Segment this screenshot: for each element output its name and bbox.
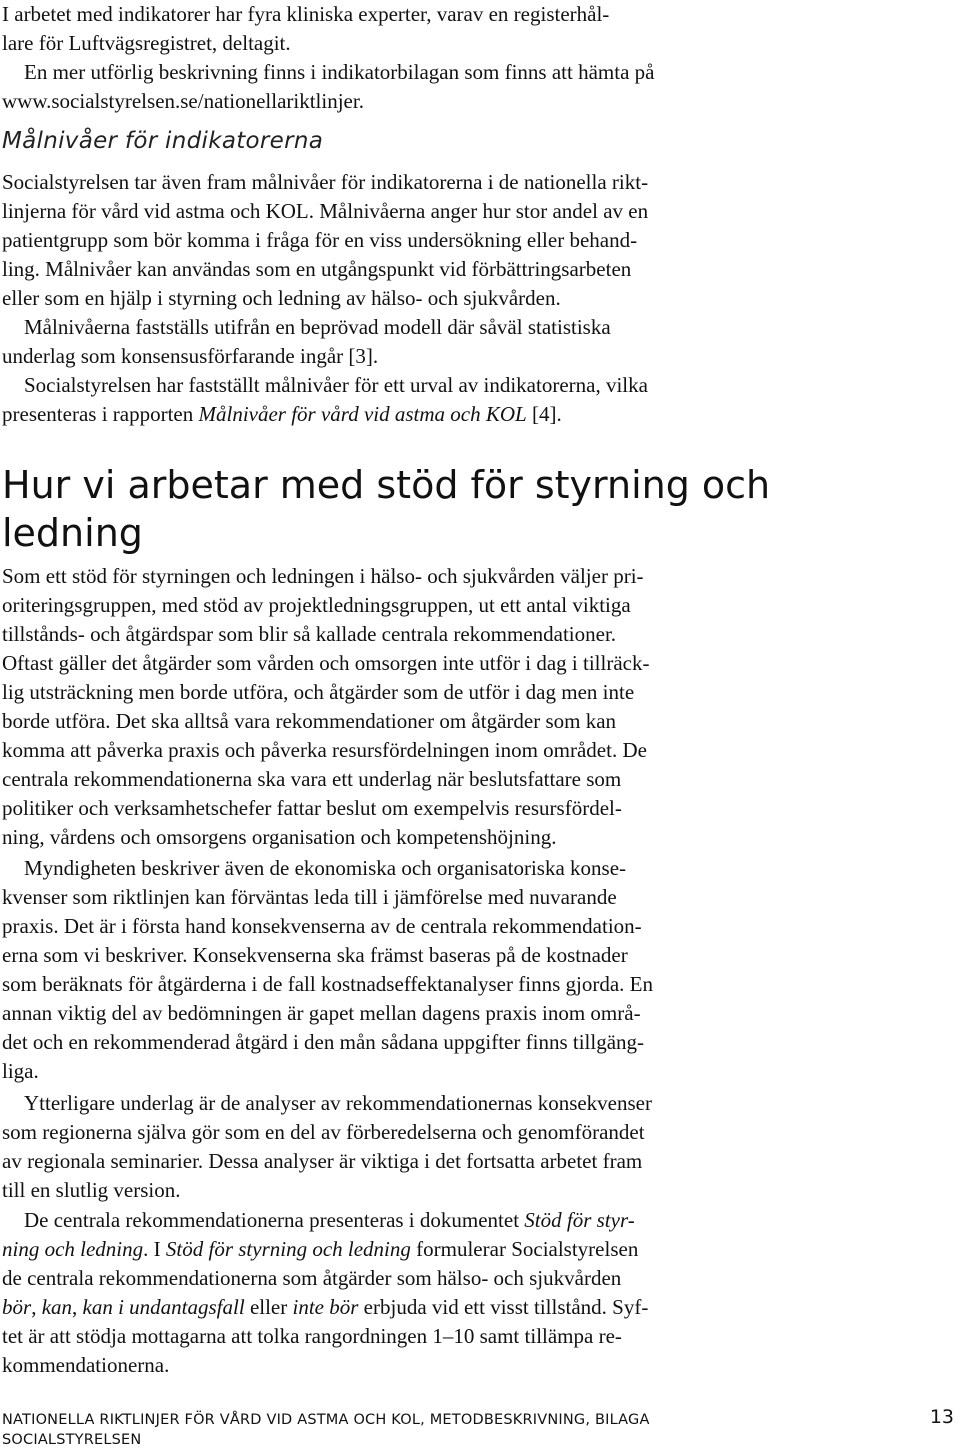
- text-line: Socialstyrelsen har fastställt målnivåer för ett urval av indikatorerna, vilka: [24, 373, 648, 397]
- text-line: Målnivåerna fastställs utifrån en beprövad modell där såväl statistiska: [24, 315, 611, 339]
- text-line: bör, kan, kan i undantagsfall eller inte bör erbjuda vid ett visst tillstånd. Syf-: [2, 1295, 649, 1319]
- text-line: linjerna för vård vid astma och KOL. Målnivåerna anger hur stor andel av en: [2, 199, 649, 223]
- text-line: lare för Luftvägsregistret, deltagit.: [2, 31, 291, 55]
- text-line: kvenser som riktlinjen kan förväntas leda till i jämförelse med nuvarande: [2, 885, 617, 909]
- text-line: presenteras i rapporten Målnivåer för vård vid astma och KOL [4].: [2, 402, 562, 426]
- styrning-paragraph-1: [2, 562, 954, 852]
- text-line: borde utföra. Det ska alltså vara rekommendationer om åtgärder som kan: [2, 709, 617, 733]
- text-line: patientgrupp som bör komma i fråga för en viss undersökning eller behand-: [2, 228, 638, 252]
- malnivaer-paragraph-3: [2, 371, 954, 429]
- text-line: eller som en hjälp i styrning och ledning av hälso- och sjukvården.: [2, 286, 561, 310]
- text-line: ling. Målnivåer kan användas som en utgångspunkt vid förbättringsarbeten: [2, 257, 632, 281]
- text-line: de centrala rekommendationerna som åtgärder som hälso- och sjukvården: [2, 1266, 622, 1290]
- text-line: oriteringsgruppen, med stöd av projektledningsgruppen, ut ett antal viktiga: [2, 593, 631, 617]
- section-heading-malnivaer: Målnivåer för indikatorerna: [2, 128, 324, 154]
- text-line: underlag som konsensusförfarande ingår [3].: [2, 344, 379, 368]
- text-line: liga.: [2, 1059, 39, 1083]
- text-line: www.socialstyrelsen.se/nationellariktlinjer.: [2, 89, 364, 113]
- text-line: De centrala rekommendationerna presenteras i dokumentet Stöd för styr-: [24, 1208, 635, 1232]
- report-title-reference: Målnivåer för vård vid astma och KOL: [198, 402, 527, 426]
- text-line: av regionala seminarier. Dessa analyser är viktiga i det fortsatta arbetet fram: [2, 1149, 643, 1173]
- footer-document-title: NATIONELLA RIKTLINJER FÖR VÅRD VID ASTMA OCH KOL, METODBESKRIVNING, BILAGA SOCIALSTYRELSEN: [2, 1412, 650, 1448]
- text-line: Socialstyrelsen tar även fram målnivåer för indikatorerna i de nationella rikt-: [2, 170, 649, 194]
- styrning-paragraph-4: [2, 1206, 954, 1380]
- text-line: det och en rekommenderad åtgärd i den mån sådana uppgifter finns tillgäng-: [2, 1030, 645, 1054]
- text-line: till en slutlig version.: [2, 1178, 181, 1202]
- malnivaer-paragraph-1: [2, 168, 954, 313]
- text-line: Myndigheten beskriver även de ekonomiska och organisatoriska konse-: [24, 856, 627, 880]
- text-line: tet är att stödja mottagarna att tolka rangordningen 1–10 samt tillämpa re-: [2, 1324, 622, 1348]
- text-line: ning och ledning. I Stöd för styrning och ledning formulerar Socialstyrelsen: [2, 1237, 639, 1261]
- text-line: annan viktig del av bedömningen är gapet mellan dagens praxis inom områ-: [2, 1001, 641, 1025]
- text-line: Ytterligare underlag är de analyser av rekommendationernas konsekvenser: [24, 1091, 652, 1115]
- text-line: som regionerna själva gör som en del av förberedelserna och genomförandet: [2, 1120, 645, 1144]
- text-line: som beräknats för åtgärderna i de fall kostnadseffektanalyser finns gjorda. En: [2, 972, 653, 996]
- text-line: erna som vi beskriver. Konsekvenserna ska främst baseras på de kostnader: [2, 943, 628, 967]
- styrning-paragraph-3: [2, 1089, 954, 1205]
- text-line: tillstånds- och åtgärdspar som blir så kallade centrala rekommendationer.: [2, 622, 617, 646]
- text-line: lig utsträckning men borde utföra, och åtgärder som de utför i dag men inte: [2, 680, 635, 704]
- text-line: ning, vårdens och omsorgens organisation och kompetenshöjning.: [2, 825, 557, 849]
- styrning-paragraph-2: [2, 854, 954, 1086]
- malnivaer-paragraph-2: [2, 313, 954, 371]
- text-line: I arbetet med indikatorer har fyra kliniska experter, varav en registerhål-: [2, 2, 610, 26]
- text-line: Som ett stöd för styrningen och ledningen i hälso- och sjukvården väljer pri-: [2, 564, 644, 588]
- section-heading-styrning: Hur vi arbetar med stöd för styrning och ledning: [2, 463, 771, 555]
- text-line: centrala rekommendationerna ska vara ett underlag när beslutsfattare som: [2, 767, 622, 791]
- text-line: kommendationerna.: [2, 1353, 170, 1377]
- text-line: Oftast gäller det åtgärder som vården och omsorgen inte utför i dag i tillräck-: [2, 651, 650, 675]
- text-line: En mer utförlig beskrivning finns i indikatorbilagan som finns att hämta på: [24, 60, 655, 84]
- text-line: politiker och verksamhetschefer fattar beslut om exempelvis resursfördel-: [2, 796, 622, 820]
- intro-paragraph: [2, 0, 954, 116]
- text-line: komma att påverka praxis och påverka resursfördelningen inom området. De: [2, 738, 647, 762]
- page-number: 13: [929, 1406, 954, 1428]
- text-line: praxis. Det är i första hand konsekvenserna av de centrala rekommendation-: [2, 914, 642, 938]
